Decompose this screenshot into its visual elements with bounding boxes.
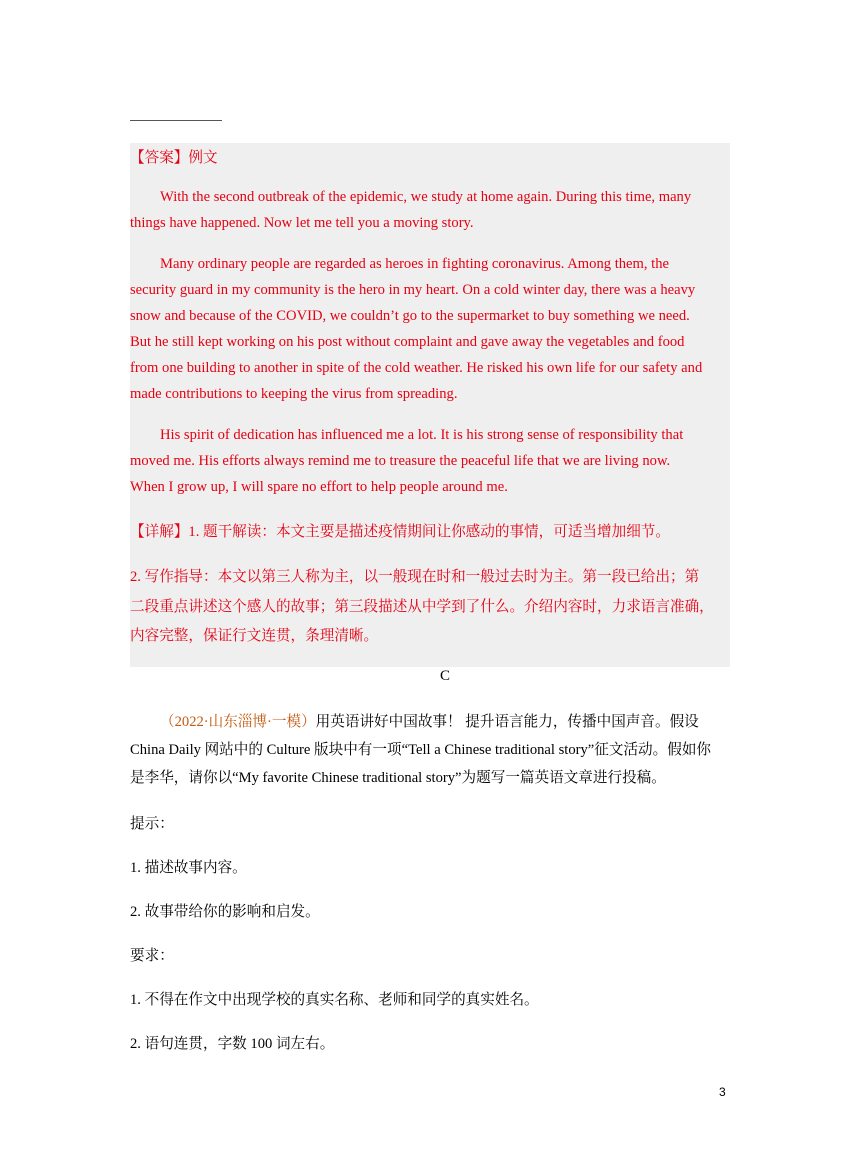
answer-para2-line2: security guard in my community is the hero in my heart. On a cold winter day, there was a heavy xyxy=(130,282,696,298)
requirements-label: 要求： xyxy=(130,948,174,964)
requirement-item-1: 1. 不得在作文中出现学校的真实名称、老师和同学的真实姓名。 xyxy=(130,992,539,1008)
question-line3: 是李华，请你以“My favorite Chinese traditional story”为题写一篇英语文章进行投稿。 xyxy=(130,770,666,786)
detail-text1: 1. 题干解读：本文主要是描述疫情期间让你感动的事情，可适当增加细节。 xyxy=(188,524,670,540)
separator-line xyxy=(130,120,222,121)
answer-para2-line4: But he still kept working on his post without complaint and gave away the vegetables and food xyxy=(130,334,685,350)
requirement-item-2: 2. 语句连贯，字数 100 词左右。 xyxy=(130,1036,335,1052)
answer-para2-line5: from one building to another in spite of the cold weather. He risked his own life for our safety and xyxy=(130,360,703,376)
detail-line1 xyxy=(130,520,670,541)
question-line2: China Daily 网站中的 Culture 版块中有一项“Tell a Chinese traditional story”征文活动。假如你 xyxy=(130,742,712,758)
detail-tag: 【详解】 xyxy=(130,524,189,540)
question-source: （2022·山东淄博·一模） xyxy=(160,714,316,730)
answer-para1-line2: things have happened. Now let me tell you a moving story. xyxy=(130,215,474,231)
hint-item-1: 1. 描述故事内容。 xyxy=(130,860,247,876)
page-number: 3 xyxy=(719,1085,726,1099)
answer-para1-line1: With the second outbreak of the epidemic, we study at home again. During this time, many xyxy=(160,189,692,205)
detail-line4: 内容完整，保证行文连贯，条理清晰。 xyxy=(130,628,379,644)
answer-para2-line6: made contributions to keeping the virus from spreading. xyxy=(130,386,458,402)
detail-line2: 2. 写作指导：本文以第三人称为主，以一般现在时和一般过去时为主。第一段已给出；第 xyxy=(130,569,700,585)
answer-para2-line1: Many ordinary people are regarded as heroes in fighting coronavirus. Among them, the xyxy=(160,256,670,272)
answer-para2-line3: snow and because of the COVID, we couldn’t go to the supermarket to buy something we need. xyxy=(130,308,690,324)
detail-line3: 二段重点讲述这个感人的故事；第三段描述从中学到了什么。介绍内容时，力求语言准确， xyxy=(130,599,714,615)
hint-label: 提示： xyxy=(130,816,174,832)
answer-tag: 【答案】 xyxy=(130,150,189,166)
hint-item-2: 2. 故事带给你的影响和启发。 xyxy=(130,904,320,920)
answer-para3-line2: moved me. His efforts always remind me to treasure the peaceful life that we are living now. xyxy=(130,453,671,469)
question-line1-text: 用英语讲好中国故事！ 提升语言能力，传播中国声音。假设 xyxy=(315,714,699,730)
section-letter: C xyxy=(439,668,450,684)
answer-heading xyxy=(130,146,218,167)
question-line1 xyxy=(160,710,699,731)
answer-para3-line1: His spirit of dedication has influenced me a lot. It is his strong sense of responsibility that xyxy=(160,427,684,443)
answer-label: 例文 xyxy=(188,150,218,166)
answer-para3-line3: When I grow up, I will spare no effort to help people around me. xyxy=(130,479,508,495)
